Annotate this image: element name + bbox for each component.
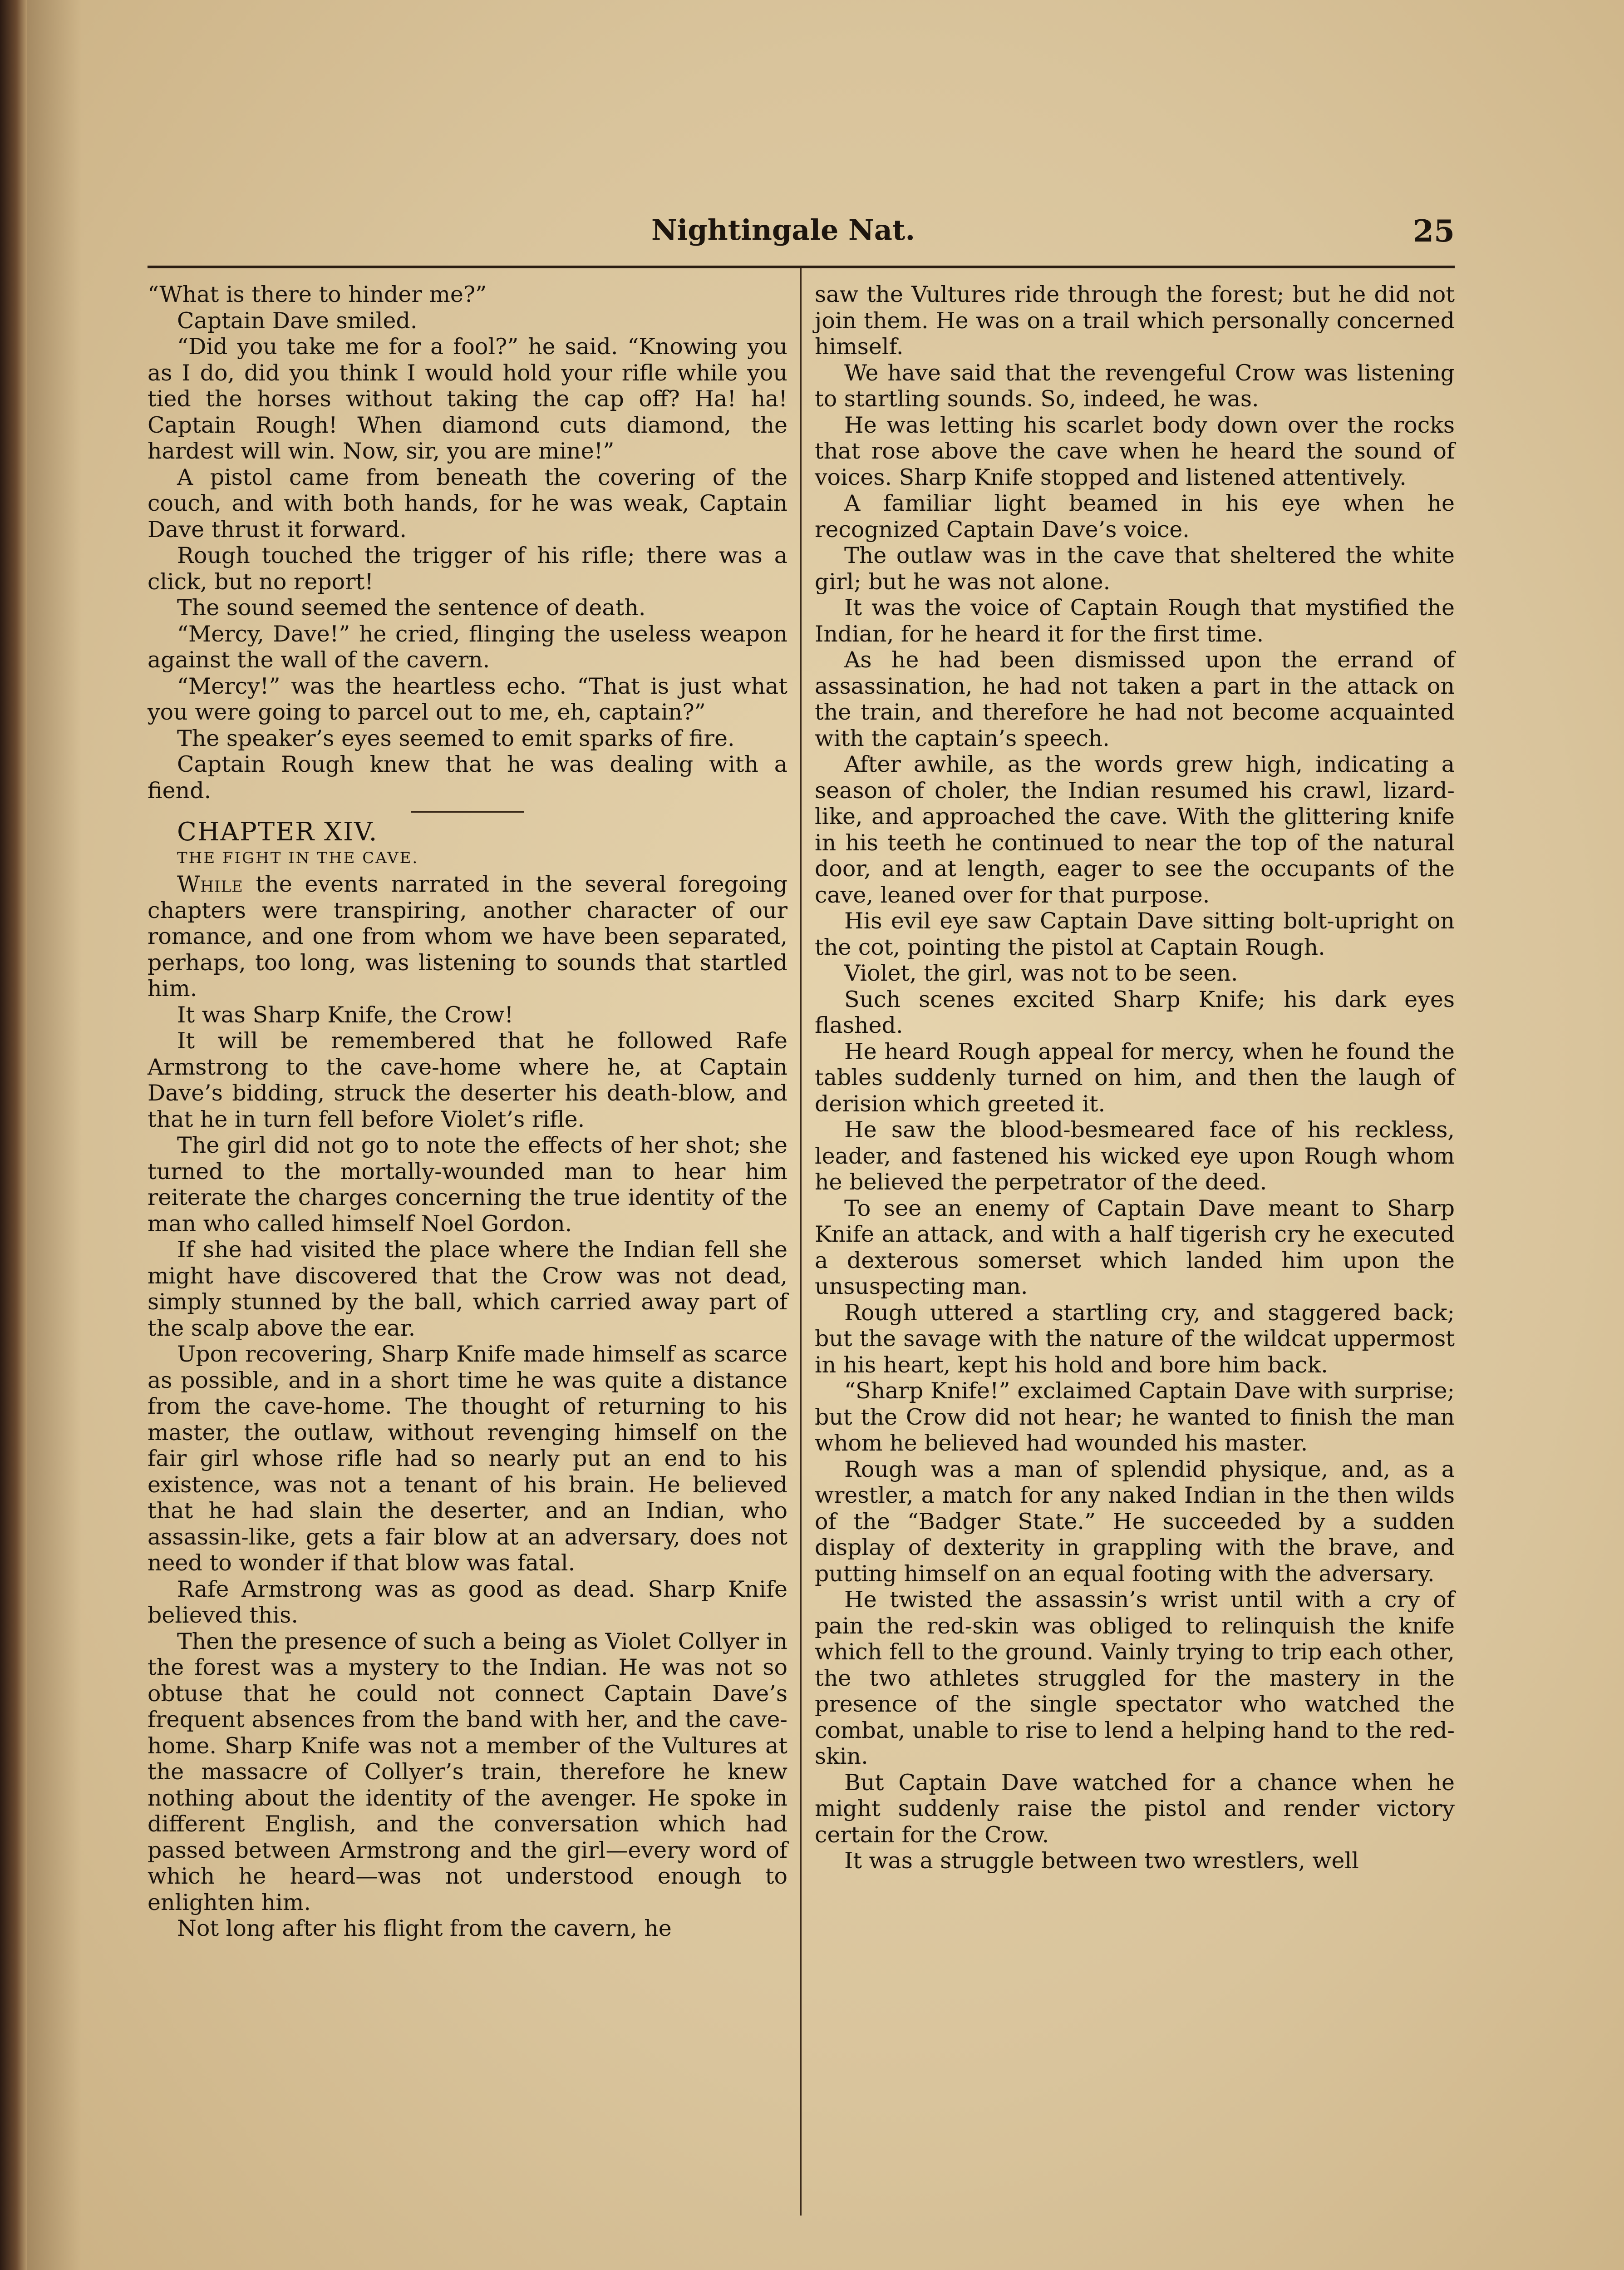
paragraph: Violet, the girl, was not to be seen.	[844, 960, 1238, 986]
chapter-opening-paragraph	[148, 871, 787, 1002]
paragraph: “Mercy, Dave!” he cried, flinging the useless weapon against the wall of the cavern.	[148, 621, 787, 673]
paragraph: The outlaw was in the cave that sheltered the white girl; but he was not alone.	[815, 543, 1455, 595]
paragraph: The girl did not go to note the effects of her shot; she turned to the mortally-wounded man to hear him reiterate the charges concerning the true identity of the man who called himself Noel Gordon.	[148, 1132, 787, 1237]
paragraph: After awhile, as the words grew high, indicating a season of choler, the Indian resumed his crawl, lizard-like, and approached the cave. With the glittering knife in his teeth he continued to near the top of the natural door, and at length, eager to see the occupants of the cave, leaned over for that purpose.	[815, 751, 1455, 908]
paragraph: The sound seemed the sentence of death.	[177, 595, 646, 621]
page-header	[148, 213, 1455, 268]
page-edge-shadow	[27, 0, 82, 2270]
paragraph: A familiar light beamed in his eye when he recognized Captain Dave’s voice.	[815, 490, 1455, 543]
paragraph: “Sharp Knife!” exclaimed Captain Dave with surprise; but the Crow did not hear; he wanted to finish the man whom he believed had wounded his master.	[815, 1378, 1455, 1456]
paragraph: It was Sharp Knife, the Crow!	[177, 1002, 514, 1028]
opening-text: the events narrated in the several foregoing chapters were transpiring, another character of our romance, and one from whom we have been separated, perhaps, too long, was listening to sounds that startled him.	[148, 871, 787, 1002]
paragraph: Rafe Armstrong was as good as dead. Sharp Knife believed this.	[148, 1576, 787, 1628]
paragraph: If she had visited the place where the Indian fell she might have discovered that the Crow was not dead, simply stunned by the ball, which carried away part of the scalp above the ear.	[148, 1237, 787, 1341]
paragraph: He saw the blood-besmeared face of his reckless, leader, and fastened his wicked eye upon Rough whom he believed the perpetrator of the deed.	[815, 1117, 1455, 1195]
paragraph: We have said that the revengeful Crow was listening to startling sounds. So, indeed, he was.	[815, 360, 1455, 412]
column-divider	[800, 268, 802, 2216]
paragraph: He was letting his scarlet body down over the rocks that rose above the cave when he heard the sound of voices. Sharp Knife stopped and listened attentively.	[815, 412, 1455, 490]
paragraph: Upon recovering, Sharp Knife made himself as scarce as possible, and in a short time he was quite a distance from the cave-home. The thought of returning to his master, the outlaw, without revenging himself on the fair girl whose rifle had so nearly put an end to his existence, was not a tenant of his brain. He believed that he had slain the deserter, and an Indian, who assassin-like, gets a fair blow at an adversary, does not need to wonder if that blow was fatal.	[148, 1341, 787, 1576]
paragraph: Such scenes excited Sharp Knife; his dark eyes flashed.	[815, 986, 1455, 1038]
chapter-title: CHAPTER XIV.	[177, 817, 378, 847]
paragraph: It was the voice of Captain Rough that mystified the Indian, for he heard it for the first time.	[815, 595, 1455, 647]
paragraph: “Mercy!” was the heartless echo. “That is just what you were going to parcel out to me, eh, captain?”	[148, 673, 787, 725]
paragraph: Captain Rough knew that he was dealing with a fiend.	[148, 751, 787, 804]
paragraph: Rough was a man of splendid physique, and, as a wrestler, a match for any naked Indian in the then wilds of the “Badger State.” He succeeded by a sudden display of dexterity in grappling with the brave, and putting himself on an equal footing with the adversary.	[815, 1456, 1455, 1587]
book-spine	[0, 0, 27, 2270]
paragraph: His evil eye saw Captain Dave sitting bolt-upright on the cot, pointing the pistol at Captain Rough.	[815, 908, 1455, 960]
chapter-rule	[411, 811, 524, 813]
chapter-subtitle: THE FIGHT IN THE CAVE.	[177, 849, 419, 867]
paragraph: He heard Rough appeal for mercy, when he found the tables suddenly turned on him, and then the laugh of derision which greeted it.	[815, 1038, 1455, 1117]
paragraph: It was a struggle between two wrestlers, well	[844, 1848, 1359, 1874]
paragraph: Rough touched the trigger of his rifle; there was a click, but no report!	[148, 543, 787, 595]
paragraph: Captain Dave smiled.	[177, 307, 418, 334]
paragraph: The speaker’s eyes seemed to emit sparks of fire.	[177, 725, 735, 751]
paragraph: “What is there to hinder me?”	[148, 281, 487, 307]
right-column	[815, 281, 1455, 1874]
paragraph: A pistol came from beneath the covering of the couch, and with both hands, for he was weak, Captain Dave thrust it forward.	[148, 464, 787, 543]
paragraph: It will be remembered that he followed Rafe Armstrong to the cave-home where he, at Captain Dave’s bidding, struck the deserter his death-blow, and that he in turn fell before Violet’s rifle.	[148, 1028, 787, 1132]
paragraph: Then the presence of such a being as Violet Collyer in the forest was a mystery to the Indian. He was not so obtuse that he could not connect Captain Dave’s frequent absences from the band with her, and the cave-home. Sharp Knife was not a member of the Vultures at the massacre of Collyer’s train, therefore he knew nothing about the identity of the avenger. He spoke in different English, and the conversation which had passed between Armstrong and the girl—every word of which he heard—was not understood enough to enlighten him.	[148, 1628, 787, 1915]
paragraph-continuation: saw the Vultures ride through the forest; but he did not join them. He was on a trail which personally concerned himself.	[815, 281, 1455, 360]
paragraph: He twisted the assassin’s wrist until with a cry of pain the red-skin was obliged to relinquish the knife which fell to the ground. Vainly trying to trip each other, the two athletes struggled for the mastery in the presence of the single spectator who watched the combat, unable to rise to lend a helping hand to the red-skin.	[815, 1587, 1455, 1769]
paragraph: Not long after his flight from the cavern, he	[177, 1915, 672, 1941]
paragraph: As he had been dismissed upon the errand of assassination, he had not taken a part in the attack on the train, and therefore he had not become acquainted with the captain’s speech.	[815, 647, 1455, 751]
paragraph: Rough uttered a startling cry, and staggered back; but the savage with the nature of the wildcat uppermost in his heart, kept his hold and bore him back.	[815, 1299, 1455, 1378]
paragraph: “Did you take me for a fool?” he said. “Knowing you as I do, did you think I would hold your rifle while you tied the horses without taking the cap off? Ha! ha! Captain Rough! When diamond cuts diamond, the hardest will win. Now, sir, you are mine!”	[148, 334, 787, 464]
paragraph: But Captain Dave watched for a chance when he might suddenly raise the pistol and render victory certain for the Crow.	[815, 1769, 1455, 1848]
left-column	[148, 281, 787, 1942]
paragraph: To see an enemy of Captain Dave meant to Sharp Knife an attack, and with a half tigerish cry he executed a dexterous somerset which landed him upon the unsuspecting man.	[815, 1195, 1455, 1299]
opening-word: While	[177, 871, 243, 897]
running-title: Nightingale Nat.	[651, 213, 915, 247]
page-number: 25	[1413, 213, 1455, 249]
